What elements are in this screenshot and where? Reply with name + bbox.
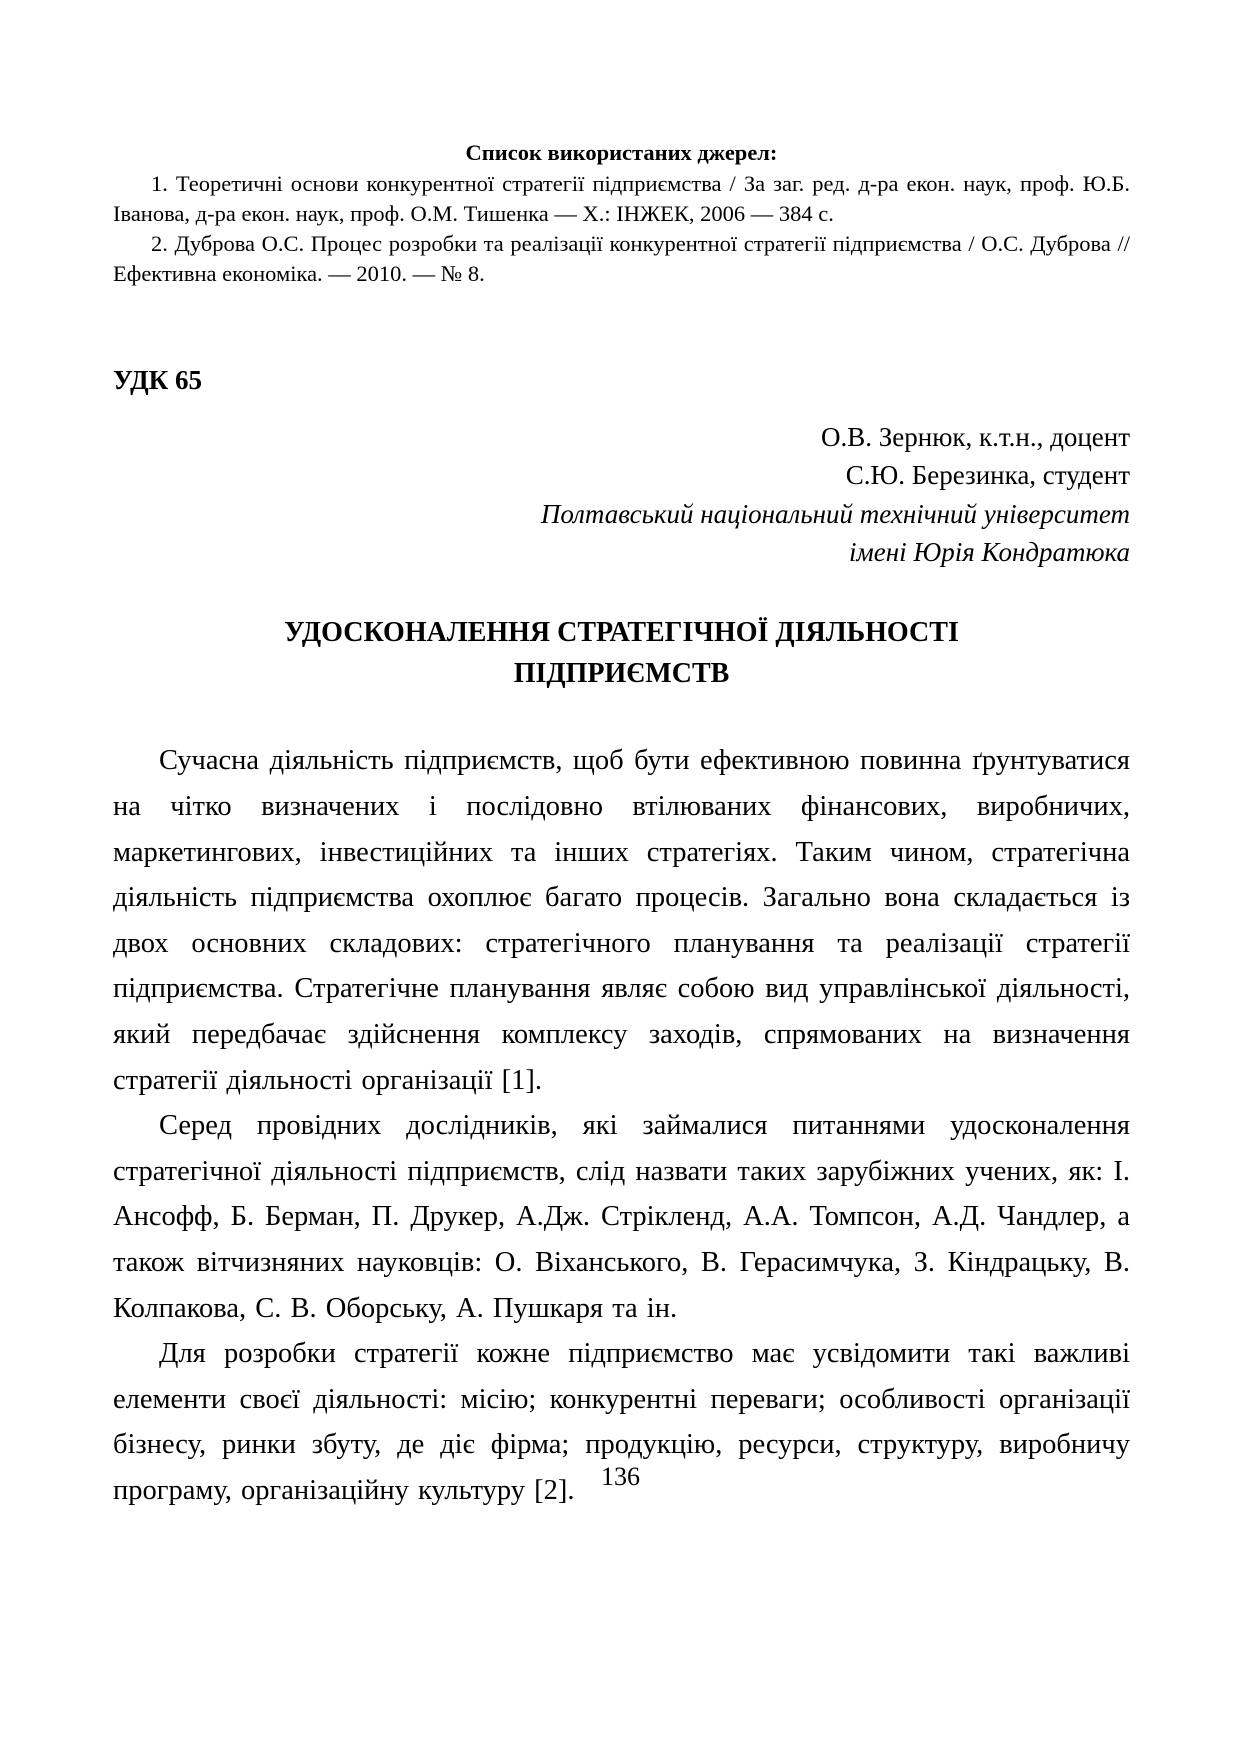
affiliation-line-1: Полтавський національний технічний університет	[540, 498, 1130, 529]
author-line-1: О.В. Зернюк, к.т.н., доцент	[820, 421, 1130, 452]
body-paragraph-2: Серед провідних дослідників, які займалися питаннями удосконалення стратегічної діяльності підприємств, слід назвати таких зарубіжних учених, як: І. Ансофф, Б. Берман, П. Друкер, А.Дж. Стрікленд, А.А. Томпсон, А.Д. Чандлер, а також вітчизняних науковців: О. Віханського, В. Герасимчука, З. Кіндрацьку, В. Колпакова, С. В. Оборську, А. Пушкаря та ін.	[113, 1110, 1130, 1324]
references-heading: Список використаних джерел:	[465, 140, 778, 165]
article-title: УДОСКОНАЛЕННЯ СТРАТЕГІЧНОЇ ДІЯЛЬНОСТІ ПІДПРИЄМСТВ	[284, 617, 959, 689]
authors-block	[113, 418, 1130, 571]
body-paragraph-3: Для розробки стратегії кожне підприємство має усвідомити такі важливі елементи своєї діяльності: місію; конкурентні переваги; особливості організації бізнесу, ринки збуту, де діє фірма; продукцію, ресурси, структуру, виробничу програму, організаційну культуру [2].	[113, 1338, 1130, 1506]
affiliation-line-2: імені Юрія Кондратюка	[849, 536, 1130, 567]
page-number: 136	[601, 1462, 640, 1491]
udc-code: УДК 65	[113, 364, 202, 395]
article-body	[113, 738, 1130, 1513]
reference-item-2: 2. Дуброва О.С. Процес розробки та реалізації конкурентної стратегії підприємства / О.С. Дуброва // Ефективна економіка. — 2010. — № 8.	[113, 231, 1130, 287]
body-paragraph-1: Сучасна діяльність підприємств, щоб бути ефективною повинна ґрунтуватися на чітко визначених і послідовно втілюваних фінансових, виробничих, маркетингових, інвестиційних та інших стратегіях. Таким чином, стратегічна діяльність підприємства охоплює багато процесів. Загально вона складається із двох основних складових: стратегічного планування та реалізації стратегії підприємства. Стратегічне планування являє собою вид управлінської діяльності, який передбачає здійснення комплексу заходів, спрямованих на визначення стратегії діяльності організації [1].	[113, 745, 1130, 1096]
references-section	[113, 138, 1130, 289]
reference-item-1: 1. Теоретичні основи конкурентної стратегії підприємства / За заг. ред. д-ра екон. наук, проф. Ю.Б. Іванова, д-ра екон. наук, проф. О.М. Тишенка — Х.: ІНЖЕК, 2006 — 384 с.	[113, 171, 1130, 227]
author-line-2: С.Ю. Березинка, студент	[845, 460, 1130, 491]
